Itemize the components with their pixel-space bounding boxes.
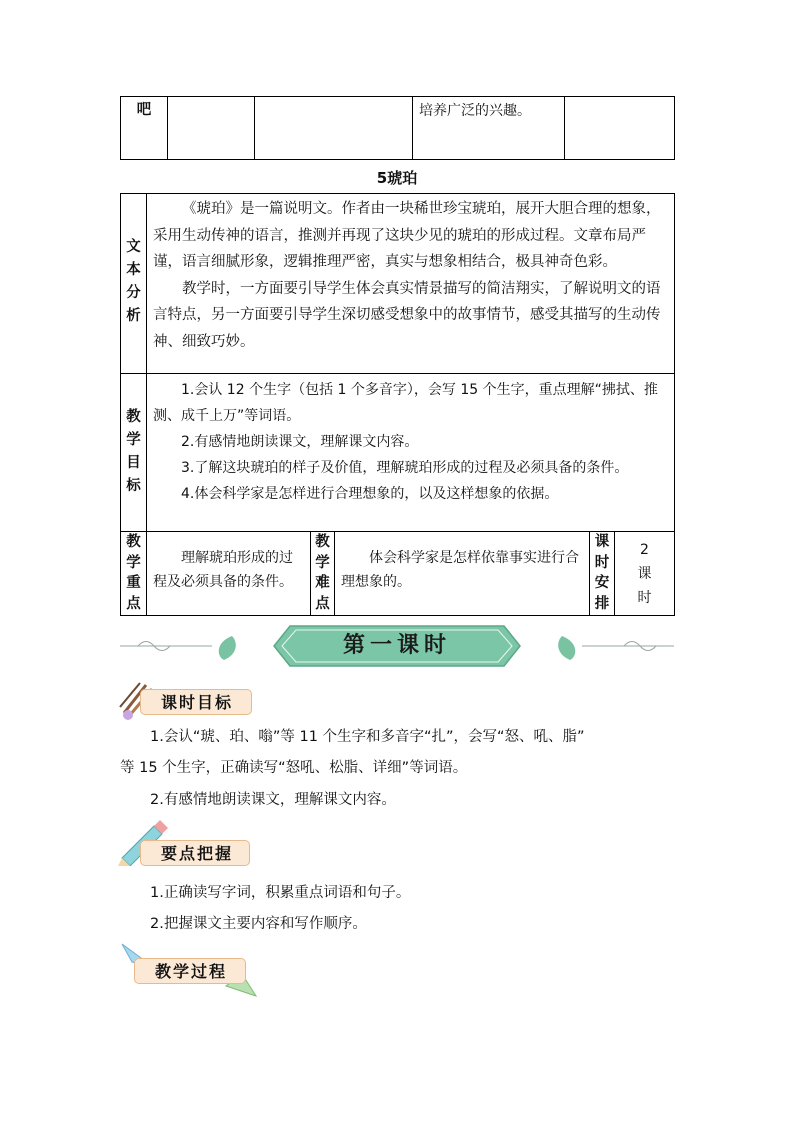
key-points-text: 理解琥珀形成的过程及必须具备的条件。 [147,532,311,616]
section-tag-course-goals: 课时目标 [140,689,252,715]
goal-item-1: 1.会认 12 个生字（包括 1 个多音字），会写 15 个生字，重点理解“拂拭、推测、成千上万”等词语。 [153,382,658,424]
top-cell-2 [168,97,255,160]
top-cell-1: 吧 [121,97,168,160]
top-table-fragment [120,96,675,160]
goal-item-4: 4.体会科学家是怎样进行合理想象的，以及这样想象的依据。 [181,486,559,502]
schedule-label: 课 时 安 排 [590,532,615,616]
banner-title: 第一课时 [342,633,451,658]
key-point-line-2: 2.把握课文主要内容和写作顺序。 [150,916,367,932]
difficult-points-label: 教 学 难 点 [311,532,335,616]
top-cell-3 [255,97,413,160]
key-point-line-1: 1.正确读写字词，积累重点词语和句子。 [150,885,411,901]
text-analysis-para-2: 教学时，一方面要引导学生体会真实情景描写的简洁翔实，了解说明文的语言特点，另一方面要引导学生深切感受想象中的故事情节，感受其描写的生动传神、细致巧妙。 [153,280,661,350]
goal-item-3: 3.了解这块琥珀的样子及价值，理解琥珀形成的过程及必须具备的条件。 [181,460,629,476]
text-analysis-label: 文 本 分 析 [121,194,147,374]
top-cell-5 [565,97,675,160]
text-analysis-content [147,194,675,374]
section-tag-teaching-process: 教学过程 [134,958,246,984]
course-goal-line-3: 2.有感情地朗读课文，理解课文内容。 [150,792,396,808]
schedule-text: 2 课 时 [615,532,675,616]
section-tag-key-points: 要点把握 [140,840,250,866]
top-cell-4: 培养广泛的兴趣。 [413,97,565,160]
course-goal-line-2: 等 15 个生字，正确读写“怒吼、松脂、详细”等词语。 [120,760,468,776]
key-points-label: 教 学 重 点 [121,532,147,616]
main-info-table [120,193,675,616]
goal-item-2: 2.有感情地朗读课文，理解课文内容。 [181,434,419,450]
course-goal-line-1: 1.会认“琥、珀、嗡”等 11 个生字和多音字“扎”，会写“怒、吼、脂” [150,729,585,745]
lesson-banner [120,622,674,670]
lesson-title: 5琥珀 [376,169,418,187]
goals-label: 教 学 目 标 [121,374,147,532]
text-analysis-para-1: 《琥珀》是一篇说明文。作者由一块稀世珍宝琥珀，展开大胆合理的想象，采用生动传神的语言，推测并再现了这块少见的琥珀的形成过程。文章布局严谨，语言细腻形象，逻辑推理严密，真实与想象相结合，极具神奇色彩。 [153,201,661,270]
goals-content [147,374,675,532]
difficult-points-text: 体会科学家是怎样依靠事实进行合理想象的。 [335,532,590,616]
